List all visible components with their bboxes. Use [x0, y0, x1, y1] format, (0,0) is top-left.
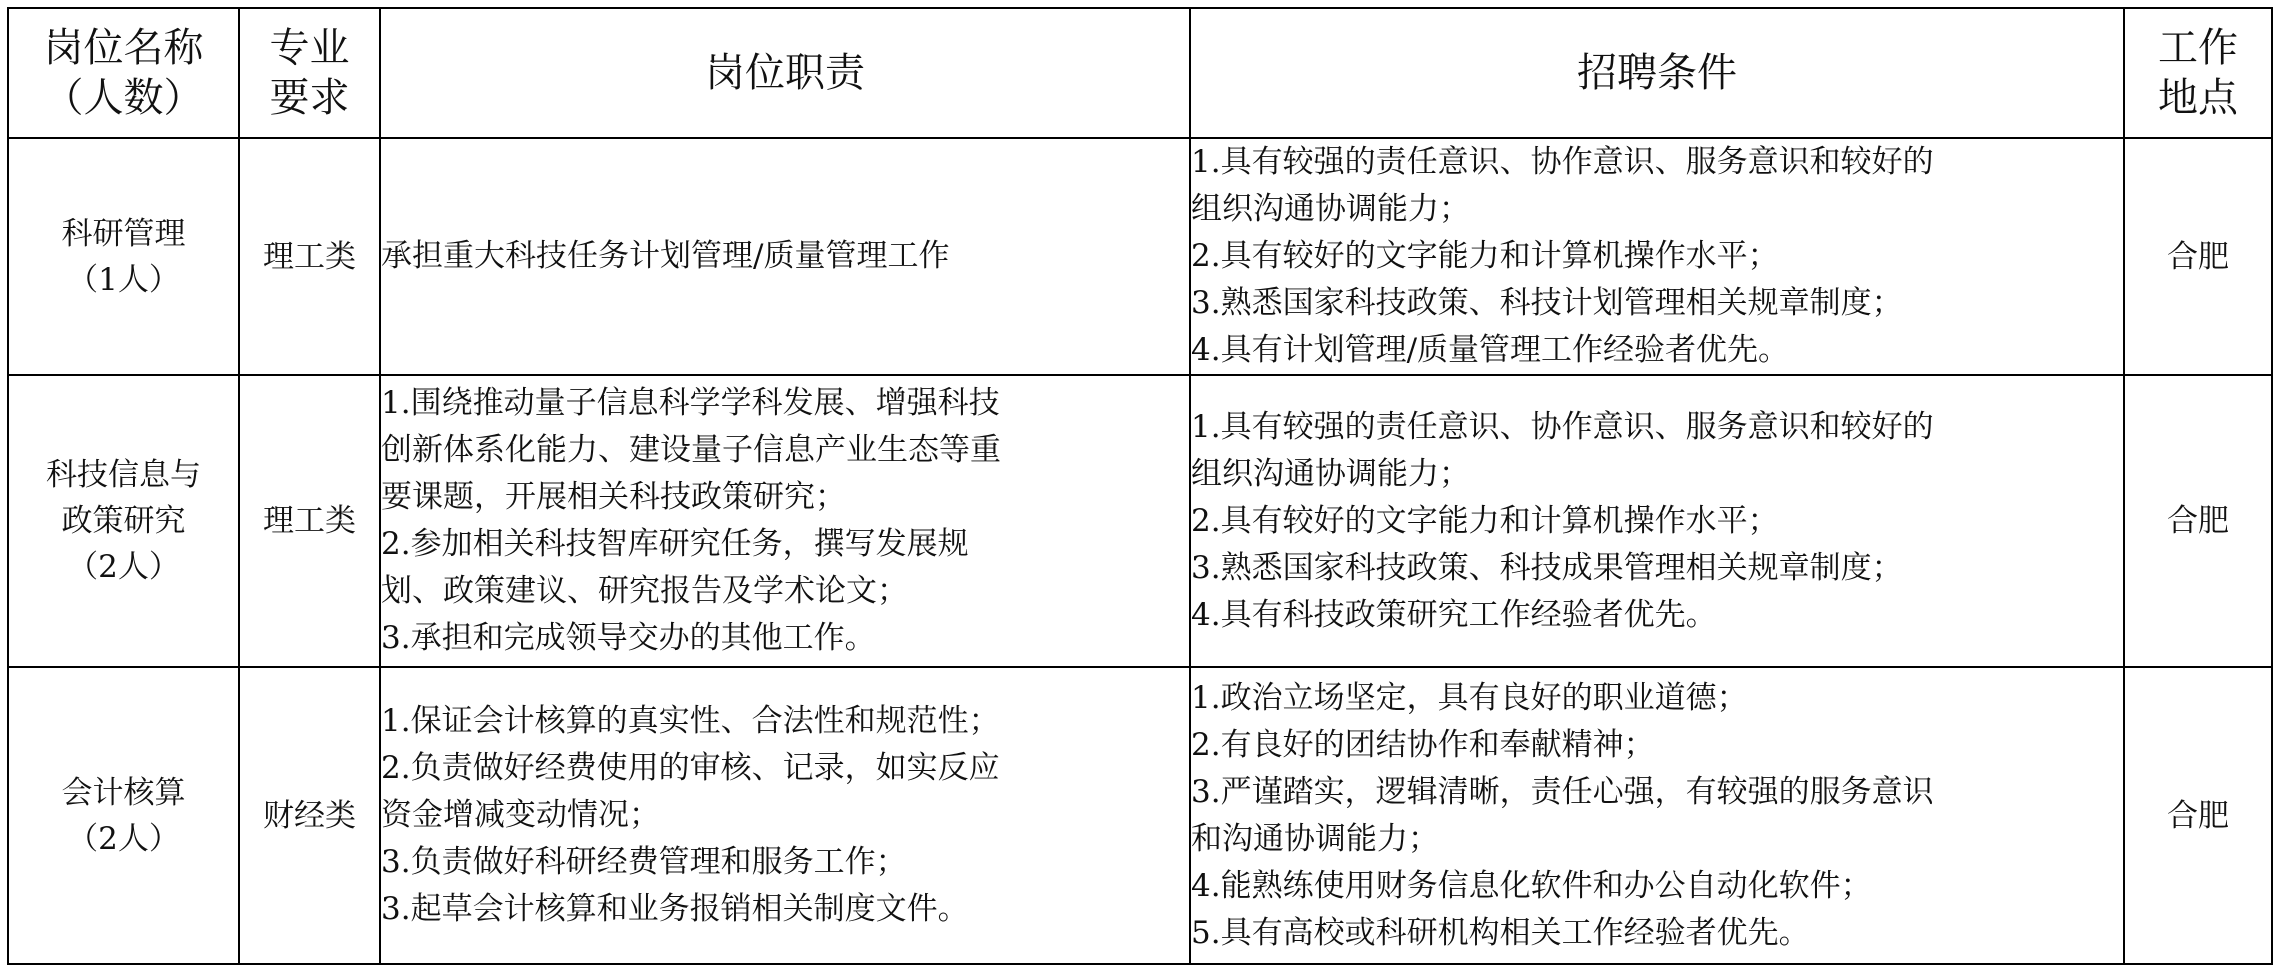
position-name-cell: 会计核算 （2人）: [8, 667, 239, 964]
job-table: [7, 7, 2273, 965]
location-cell: 合肥: [2124, 375, 2272, 667]
major-cell: 财经类: [239, 667, 380, 964]
duties-cell: 1.保证会计核算的真实性、合法性和规范性； 2.负责做好经费使用的审核、记录，如实反应 资金增减变动情况； 3.负责做好科研经费管理和服务工作； 3.起草会计核算和业务报销相关制度文件。: [380, 667, 1190, 964]
table-header-row: [8, 8, 2272, 138]
requirements-cell: 1.政治立场坚定，具有良好的职业道德； 2.有良好的团结协作和奉献精神； 3.严谨踏实，逻辑清晰，责任心强，有较强的服务意识 和沟通协调能力； 4.能熟练使用财务信息化软件和办公自动化软件； 5.具有高校或科研机构相关工作经验者优先。: [1190, 667, 2124, 964]
table-row: [8, 138, 2272, 375]
header-location: 工作 地点: [2124, 8, 2272, 138]
location-cell: 合肥: [2124, 667, 2272, 964]
major-cell: 理工类: [239, 375, 380, 667]
duties-cell: 承担重大科技任务计划管理/质量管理工作: [380, 138, 1190, 375]
requirements-cell: 1.具有较强的责任意识、协作意识、服务意识和较好的 组织沟通协调能力； 2.具有较好的文字能力和计算机操作水平； 3.熟悉国家科技政策、科技成果管理相关规章制度； 4.具有科技政策研究工作经验者优先。: [1190, 375, 2124, 667]
header-requirements: 招聘条件: [1190, 8, 2124, 138]
job-table-container: [7, 7, 2273, 965]
duties-cell: 1.围绕推动量子信息科学学科发展、增强科技 创新体系化能力、建设量子信息产业生态等重 要课题，开展相关科技政策研究； 2.参加相关科技智库研究任务，撰写发展规 划、政策建议、研究报告及学术论文； 3.承担和完成领导交办的其他工作。: [380, 375, 1190, 667]
major-cell: 理工类: [239, 138, 380, 375]
header-duties: 岗位职责: [380, 8, 1190, 138]
requirements-cell: 1.具有较强的责任意识、协作意识、服务意识和较好的 组织沟通协调能力； 2.具有较好的文字能力和计算机操作水平； 3.熟悉国家科技政策、科技计划管理相关规章制度； 4.具有计划管理/质量管理工作经验者优先。: [1190, 138, 2124, 375]
header-position-name: 岗位名称 （人数）: [8, 8, 239, 138]
position-name-cell: 科研管理 （1人）: [8, 138, 239, 375]
table-row: [8, 375, 2272, 667]
location-cell: 合肥: [2124, 138, 2272, 375]
position-name-cell: 科技信息与 政策研究 （2人）: [8, 375, 239, 667]
header-major: 专业 要求: [239, 8, 380, 138]
table-row: [8, 667, 2272, 964]
